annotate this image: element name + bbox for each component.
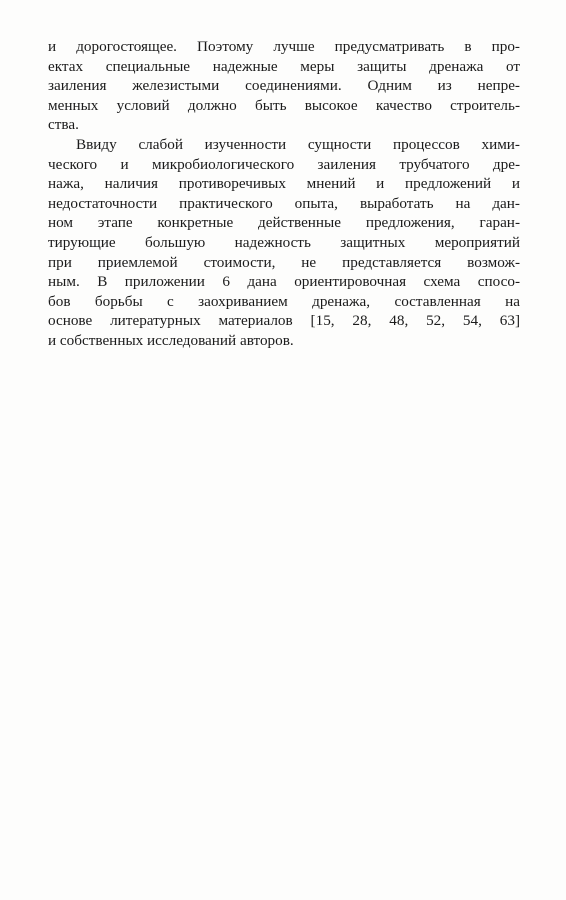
text-line: бов борьбы с заохриванием дренажа, составленная на [48,292,520,310]
text-line: основе литературных материалов [15, 28, 48, 52, 54, 63] [48,312,520,330]
text-line: тирующие большую надежность защитных мероприятий [48,233,520,251]
text-line: ном этапе конкретные действенные предложения, гаран- [48,214,520,232]
text-line: ства. [48,116,79,134]
text-line: Ввиду слабой изученности сущности процессов хими- [76,135,520,153]
text-line: и дорогостоящее. Поэтому лучше предусматривать в про- [48,38,520,55]
text-line: при приемлемой стоимости, не представляется возмож- [48,253,520,271]
text-line: нажа, наличия противоречивых мнений и предложений и [48,175,520,193]
text-line: ческого и микробиологического заиления трубчатого дре- [48,155,520,173]
text-line: и собственных исследований авторов. [48,331,294,349]
text-line: ектах специальные надежные меры защиты дренажа от [48,57,520,75]
text-line: заиления железистыми соединениями. Одним из непре- [48,77,520,95]
paragraph-2 [48,135,520,351]
paragraph-1 [48,37,520,135]
text-line: недостаточности практического опыта, выработать на дан- [48,194,520,212]
text-line: ным. В приложении 6 дана ориентировочная схема спосо- [48,273,520,291]
body-text [48,37,520,351]
text-line: менных условий должно быть высокое качество строитель- [48,96,520,114]
